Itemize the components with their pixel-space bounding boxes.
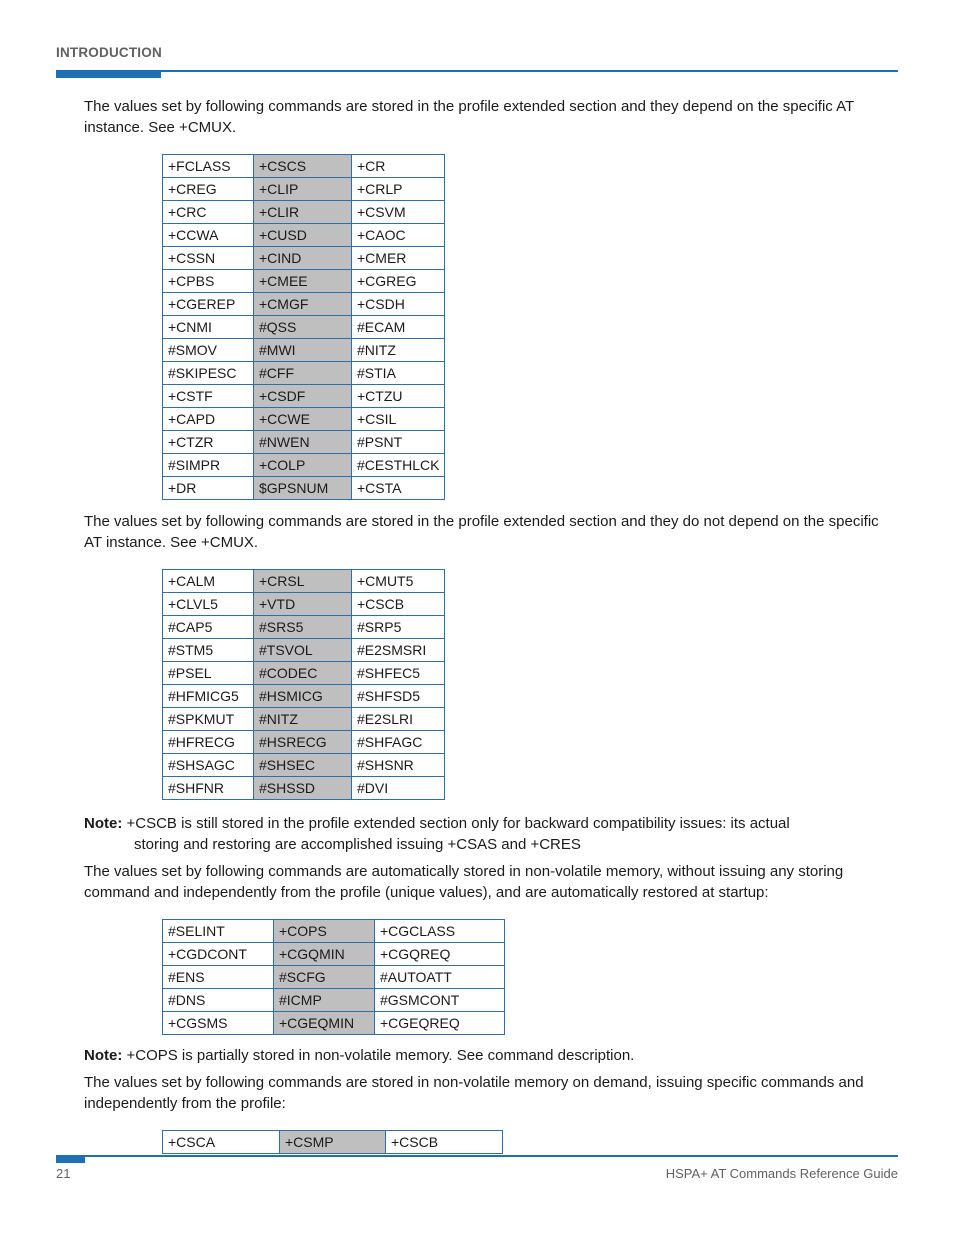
table-row: [163, 662, 445, 685]
command-cell: +CGQREQ: [375, 943, 505, 966]
table-row: [163, 731, 445, 754]
command-cell: +CGREG: [352, 270, 445, 293]
command-cell: #AUTOATT: [375, 966, 505, 989]
command-cell: #E2SLRI: [352, 708, 445, 731]
table-row: [163, 1131, 503, 1154]
command-cell: +CAPD: [163, 408, 254, 431]
table-row: [163, 754, 445, 777]
command-cell: +CSTF: [163, 385, 254, 408]
document-title: HSPA+ AT Commands Reference Guide: [665, 1166, 898, 1181]
table-non-volatile-auto-commands: [162, 919, 505, 1035]
command-cell: #SHFAGC: [352, 731, 445, 754]
command-cell: #STIA: [352, 362, 445, 385]
table-row: [163, 270, 445, 293]
table-row: [163, 362, 445, 385]
command-cell: +CSCB: [386, 1131, 503, 1154]
table-row: [163, 989, 505, 1012]
command-cell: #SMOV: [163, 339, 254, 362]
header-rule: [56, 70, 898, 72]
command-cell: #HFRECG: [163, 731, 254, 754]
command-cell: #NITZ: [254, 708, 352, 731]
table-row: [163, 777, 445, 800]
command-cell: +CMER: [352, 247, 445, 270]
command-cell: #SPKMUT: [163, 708, 254, 731]
command-cell: #SHFSD5: [352, 685, 445, 708]
table-row: [163, 293, 445, 316]
table-row: [163, 431, 445, 454]
command-cell: #NWEN: [254, 431, 352, 454]
command-cell: #NITZ: [352, 339, 445, 362]
paragraph-non-volatile-on-demand: The values set by following commands are stored in non-volatile memory on demand, issuing specific commands and independently from the profile:: [84, 1074, 864, 1112]
command-cell: +VTD: [254, 593, 352, 616]
command-cell: #SELINT: [163, 920, 274, 943]
table-profile-dependent-commands: [162, 154, 445, 500]
command-cell: #SRP5: [352, 616, 445, 639]
command-cell: +COPS: [274, 920, 375, 943]
command-cell: +CNMI: [163, 316, 254, 339]
table-non-volatile-on-demand-commands: [162, 1130, 503, 1154]
table-row: [163, 316, 445, 339]
command-cell: +CSIL: [352, 408, 445, 431]
note-cops: [84, 1045, 884, 1066]
command-cell: #SCFG: [274, 966, 375, 989]
paragraph-non-volatile-auto: The values set by following commands are automatically stored in non-volatile memory, without issuing any storing command and independently from the profile (unique values), and are automatically restored at startup:: [84, 863, 844, 901]
command-cell: #E2SMSRI: [352, 639, 445, 662]
command-cell: #CODEC: [254, 662, 352, 685]
command-cell: #GSMCONT: [375, 989, 505, 1012]
paragraph-profile-dependent: The values set by following commands are stored in the profile extended section and they depend on the specific AT instance. See +CMUX.: [84, 98, 854, 136]
section-header: INTRODUCTION: [56, 45, 162, 60]
command-cell: +CMUT5: [352, 570, 445, 593]
command-cell: #ENS: [163, 966, 274, 989]
command-cell: +CSVM: [352, 201, 445, 224]
command-cell: +CCWE: [254, 408, 352, 431]
command-cell: +CTZR: [163, 431, 254, 454]
table-row: [163, 155, 445, 178]
command-cell: +CGDCONT: [163, 943, 274, 966]
command-cell: +CMGF: [254, 293, 352, 316]
note-cscb: [84, 813, 884, 855]
table-row: [163, 593, 445, 616]
command-cell: +CSTA: [352, 477, 445, 500]
command-cell: #SHFEC5: [352, 662, 445, 685]
table-row: [163, 920, 505, 943]
command-cell: +CREG: [163, 178, 254, 201]
command-cell: #CFF: [254, 362, 352, 385]
table-row: [163, 708, 445, 731]
command-cell: +CSSN: [163, 247, 254, 270]
table-profile-independent-commands: [162, 569, 445, 800]
command-cell: +CSDF: [254, 385, 352, 408]
table-row: [163, 570, 445, 593]
command-cell: +CAOC: [352, 224, 445, 247]
paragraph-profile-independent: The values set by following commands are stored in the profile extended section and they do not depend on the specific AT instance. See +CMUX.: [84, 513, 879, 551]
command-cell: +CCWA: [163, 224, 254, 247]
note-label: Note:: [84, 1047, 123, 1064]
command-cell: #QSS: [254, 316, 352, 339]
table-row: [163, 477, 445, 500]
command-cell: +CMEE: [254, 270, 352, 293]
command-cell: +CRSL: [254, 570, 352, 593]
command-cell: +CIND: [254, 247, 352, 270]
command-cell: #PSEL: [163, 662, 254, 685]
table-row: [163, 385, 445, 408]
command-cell: #CESTHLCK: [352, 454, 445, 477]
command-cell: +CUSD: [254, 224, 352, 247]
command-cell: +CSMP: [280, 1131, 386, 1154]
command-cell: #HFMICG5: [163, 685, 254, 708]
command-cell: #DVI: [352, 777, 445, 800]
command-cell: +CTZU: [352, 385, 445, 408]
table-row: [163, 966, 505, 989]
command-cell: +FCLASS: [163, 155, 254, 178]
command-cell: +CRLP: [352, 178, 445, 201]
table-row: [163, 178, 445, 201]
command-cell: #SHSSD: [254, 777, 352, 800]
table-row: [163, 454, 445, 477]
note-text: +COPS is partially stored in non-volatile memory. See command description.: [122, 1047, 635, 1064]
command-cell: #SHSEC: [254, 754, 352, 777]
note-label: Note:: [84, 815, 123, 832]
command-cell: #HSMICG: [254, 685, 352, 708]
command-cell: #ECAM: [352, 316, 445, 339]
command-cell: #PSNT: [352, 431, 445, 454]
command-cell: #ICMP: [274, 989, 375, 1012]
command-cell: #SHSNR: [352, 754, 445, 777]
command-cell: #CAP5: [163, 616, 254, 639]
command-cell: #DNS: [163, 989, 274, 1012]
command-cell: +DR: [163, 477, 254, 500]
command-cell: #SHSAGC: [163, 754, 254, 777]
page-number: 21: [56, 1166, 71, 1181]
command-cell: +CSCS: [254, 155, 352, 178]
footer-accent-tab: [56, 1155, 85, 1163]
command-cell: $GPSNUM: [254, 477, 352, 500]
command-cell: +CGSMS: [163, 1012, 274, 1035]
table-row: [163, 616, 445, 639]
command-cell: +CLIP: [254, 178, 352, 201]
table-row: [163, 408, 445, 431]
command-cell: #SKIPESC: [163, 362, 254, 385]
table-row: [163, 339, 445, 362]
footer-rule: [56, 1155, 898, 1157]
command-cell: +COLP: [254, 454, 352, 477]
command-cell: #SIMPR: [163, 454, 254, 477]
command-cell: #HSRECG: [254, 731, 352, 754]
command-cell: +CGEQREQ: [375, 1012, 505, 1035]
command-cell: +CLIR: [254, 201, 352, 224]
command-cell: #SHFNR: [163, 777, 254, 800]
header-accent-tab: [56, 70, 161, 78]
table-row: [163, 1012, 505, 1035]
table-row: [163, 943, 505, 966]
note-text-continued: storing and restoring are accomplished issuing +CSAS and +CRES: [134, 836, 581, 853]
table-row: [163, 639, 445, 662]
command-cell: #STM5: [163, 639, 254, 662]
command-cell: +CALM: [163, 570, 254, 593]
command-cell: +CGEQMIN: [274, 1012, 375, 1035]
command-cell: +CSCB: [352, 593, 445, 616]
command-cell: +CPBS: [163, 270, 254, 293]
table-row: [163, 247, 445, 270]
command-cell: +CRC: [163, 201, 254, 224]
note-text: +CSCB is still stored in the profile extended section only for backward compatibility issues: its actual: [122, 815, 790, 832]
command-cell: +CR: [352, 155, 445, 178]
command-cell: +CSCA: [163, 1131, 280, 1154]
command-cell: +CGCLASS: [375, 920, 505, 943]
table-row: [163, 201, 445, 224]
command-cell: +CGQMIN: [274, 943, 375, 966]
command-cell: +CLVL5: [163, 593, 254, 616]
table-row: [163, 224, 445, 247]
command-cell: +CGEREP: [163, 293, 254, 316]
command-cell: +CSDH: [352, 293, 445, 316]
table-row: [163, 685, 445, 708]
command-cell: #TSVOL: [254, 639, 352, 662]
command-cell: #MWI: [254, 339, 352, 362]
command-cell: #SRS5: [254, 616, 352, 639]
